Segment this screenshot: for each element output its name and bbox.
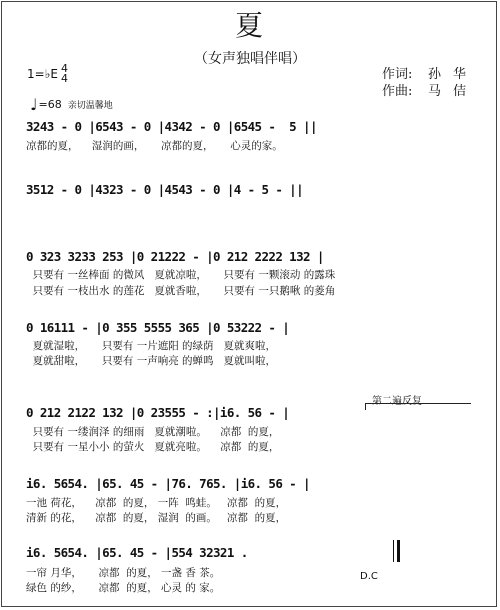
second-repeat-label: 第二遍反复 (372, 396, 422, 407)
key-signature (27, 64, 68, 84)
volta-bracket (365, 403, 471, 410)
meter-top: 4 (60, 62, 68, 75)
song-title: 夏 (234, 9, 265, 42)
tempo-expression: 亲切温馨地 (67, 101, 113, 111)
da-capo-mark: D.C (360, 571, 378, 582)
key-label: 1=♭E (27, 67, 58, 81)
final-barline-thin (393, 540, 394, 562)
time-signature (61, 64, 68, 84)
notation-row-5: 0 212 2122 132 |0 23555 - :|i6. 56 - | (26, 405, 290, 420)
notation-row-2: 3512 - 0 |4323 - 0 |4543 - 0 |4 - 5 - || (26, 182, 304, 197)
notation-row-7: i6. 5654. |65. 45 - |554 32321 . (26, 545, 248, 560)
lyricist-label: 作词: (382, 67, 413, 82)
notation-row-6: i6. 5654. |65. 45 - |76. 765. |i6. 56 - | (26, 476, 310, 491)
song-subtitle: （女声独唱伴唱） (194, 51, 306, 67)
lyric-row-1-verse-1: 凉都的夏， 湿润的画， 凉都的夏， 心灵的家。 (26, 140, 283, 152)
lyric-row-6-verse-1: 一池 荷花， 凉都 的夏， 一阵 鸣蛙。 凉都 的夏， (26, 497, 287, 509)
lyric-row-4-verse-1: 夏就湿啦， 只要有 一片遮阳 的绿荫 夏就爽啦， (26, 340, 277, 352)
meter-bottom: 4 (60, 72, 68, 85)
quarter-note-icon: ♩ (30, 94, 38, 114)
notation-row-3: 0 323 3233 253 |0 21222 - |0 212 2222 132 | (26, 249, 324, 264)
lyric-row-5-verse-2: 只要有 一星小小 的萤火 夏就亮啦。 凉都 的夏， (26, 441, 280, 453)
lyricist-name: 孙华 (428, 67, 479, 82)
lyricist-credit (382, 66, 478, 83)
composer-label: 作曲: (382, 84, 413, 99)
lyric-row-7-verse-2: 绿色 的纱， 凉都 的夏， 心灵 的 家。 (26, 582, 221, 594)
lyric-row-3-verse-2: 只要有 一枝出水 的莲花 夏就香啦， 只要有 一只鹅啾 的菱角 (26, 285, 336, 297)
final-barline-thick (397, 540, 400, 562)
lyric-row-5-verse-1: 只要有 一缕润泽 的细雨 夏就潮啦。 凉都 的夏， (26, 426, 280, 438)
composer-credit (382, 83, 478, 100)
tempo-marking (30, 94, 113, 114)
notation-row-1: 3243 - 0 |6543 - 0 |4342 - 0 |6545 - 5 || (26, 119, 317, 134)
lyric-row-6-verse-2: 清新 的花， 凉都 的夏， 湿润 的画。 凉都 的夏， (26, 512, 287, 524)
lyric-row-7-verse-1: 一帘 月华， 凉都 的夏， 一盏 香 茶。 (26, 567, 221, 579)
lyric-row-4-verse-2: 夏就甜啦， 只要有 一声响亮 的蝉鸣 夏就叫啦， (26, 355, 277, 367)
notation-row-4: 0 16111 - |0 355 5555 365 |0 53222 - | (26, 320, 290, 335)
credits (382, 66, 478, 100)
composer-name: 马佶 (428, 84, 479, 99)
lyric-row-3-verse-1: 只要有 一丝棒面 的微风 夏就凉啦， 只要有 一颗滚动 的露珠 (26, 269, 336, 281)
tempo-value: =68 (38, 98, 62, 111)
